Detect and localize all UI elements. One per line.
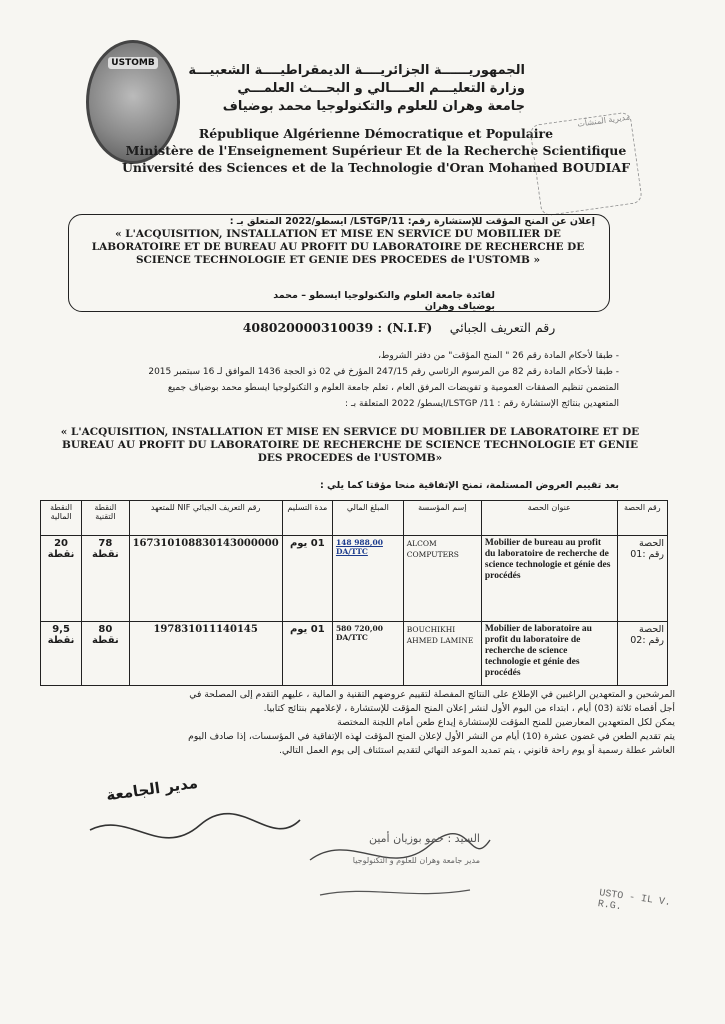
cell-delay: 01 يوم: [282, 536, 332, 622]
signature-scribble: [70, 800, 500, 910]
nif-value: 408020000310039 : (N.I.F): [242, 320, 433, 335]
announcement-fr-title: « L'ACQUISITION, INSTALLATION ET MISE EN SERVICE DU MOBILIER DE LABORATOIRE ET DE BUREAU AU PROFIT DU LABORATOIRE DE RECHERCHE DE SCIENCE TECHNOLOGIE ET GENIE DES PROCEDES de l'USTOMB »: [91, 228, 585, 266]
cell-supplier: ALCOM COMPUTERS: [403, 536, 481, 622]
header-note-fin: النقطة المالية: [41, 501, 82, 536]
paragraph-2: - طبقا لأحكام المادة رقم 82 من المرسوم الرئاسي رقم 247/15 المؤرخ في 02 ذو الحجة 1436 الموافق لـ 16 سبتمبر 2015: [148, 367, 619, 377]
signature-role: مدير جامعة وهران للعلوم و التكنولوجيا: [352, 856, 480, 865]
closing-text: [45, 688, 675, 758]
table-intro: بعد تقييم العروض المستلمة، تمنح الإتفاقية منحا مؤقتا كما يلي :: [319, 480, 619, 491]
reception-stamp: [529, 111, 643, 216]
closing-line-4: يتم تقديم الطعن في غضون عشرة (10) أيام من النشر الأول لإعلان المنح المؤقت لهذه الإتفاقية في المؤسسات، إذا صادف اليوم: [188, 731, 675, 742]
table-row: [41, 536, 668, 622]
cell-lot: الحصة رقم :01: [617, 536, 667, 622]
cell-note-tech: 80 نقطة: [82, 622, 129, 686]
corner-note: USTO - IL V. R.G.: [596, 888, 672, 914]
signature-title: مدير الجامعة: [105, 773, 199, 805]
nif-line: [234, 320, 564, 335]
signature-name: السيد : حمو بوزيان أمين: [368, 832, 480, 845]
body-fr-title: « L'ACQUISITION, INSTALLATION ET MISE EN SERVICE DU MOBILIER DE LABORATOIRE ET DE BUREAU AU PROFIT DU LABORATOIRE DE RECHERCHE DE SCIENCE TECHNOLOGIE ET GENIE DES PROCEDES de l'USTOMB»: [60, 426, 640, 464]
header-object: عنوان الحصة: [481, 501, 617, 536]
header-supplier: إسم المؤسسة: [403, 501, 481, 536]
cell-object: Mobilier de bureau au profit du laboratoire de recherche de science technologie et génie des procédés: [481, 536, 617, 622]
stamp-text: مديرية المنشآت: [576, 112, 631, 129]
header-fr-line3: Université des Sciences et de la Technologie d'Oran Mohamed BOUDIAF: [121, 160, 631, 175]
cell-note-fin: 9,5 نقطة: [41, 622, 82, 686]
cell-amount: 580 720,00 DA/TTC: [332, 622, 403, 686]
header-fr-line2: Ministère de l'Enseignement Supérieur Et de la Recherche Scientifique: [125, 143, 627, 158]
header-ar-line2: وزارة التعليـــم العــــالي و البحـــث العلمـــي: [237, 81, 525, 96]
table-header-row: [41, 501, 668, 536]
cell-object: Mobilier de laboratoire au profit du laboratoire de recherche de science technologie et génie des procédés: [481, 622, 617, 686]
cell-nif: 197831011140145: [129, 622, 282, 686]
header-ar-line3: جامعة وهران للعلوم والتكنولوجيا محمد بوضياف: [222, 99, 525, 114]
paragraph-3: المتضمن تنظيم الصفقات العمومية و تفويضات المرفق العام ، تعلم جامعة العلوم و التكنولوجيا ايسطو محمد بوضياف جميع: [167, 383, 619, 393]
header-nif: رقم التعريف الجبائي NIF للمتعهد: [129, 501, 282, 536]
header-delay: مدة التسليم: [282, 501, 332, 536]
cell-supplier: BOUCHIKHI AHMED LAMINE: [403, 622, 481, 686]
cell-delay: 01 يوم: [282, 622, 332, 686]
header-fr-line1: République Algérienne Démocratique et Populaire: [198, 126, 554, 141]
header-lot: رقم الحصة: [617, 501, 667, 536]
cell-note-fin: 20 نقطة: [41, 536, 82, 622]
header-amount: المبلغ المالي: [332, 501, 403, 536]
seal-text: USTOMB: [108, 57, 157, 69]
nif-label: رقم التعريف الجبائي: [449, 320, 556, 335]
announcement-ar-subtitle: لفائدة جامعة العلوم والتكنولوجيا ايسطو – محمد بوضياف وهران: [273, 290, 495, 312]
table-row: [41, 622, 668, 686]
closing-line-2: أجل أقصاه ثلاثة (03) أيام ، ابتداء من اليوم الأول لنشر إعلان المنح المؤقت للإستشارة ، لإعلامهم بنتائج كتابيا.: [263, 703, 675, 714]
cell-nif: 167310108830143000000: [129, 536, 282, 622]
header-ar-line1: الجمهوريــــــة الجزائريــــة الديمقراطيــــة الشعبيـــة: [188, 63, 525, 78]
paragraph-1: - طبقا لأحكام المادة رقم 26 " المنح المؤقت" من دفتر الشروط،: [378, 351, 619, 361]
header-note-tech: النقطة التقنية: [82, 501, 129, 536]
closing-line-5: العاشر عطلة رسمية أو يوم راحة قانوني ، يتم تمديد الموعد النهائي لتقديم استئناف إلى يوم العمل التالي.: [279, 745, 675, 756]
cell-note-tech: 78 نقطة: [82, 536, 129, 622]
closing-line-3: يمكن لكل المتعهدين المعارضين للمنح المؤقت للإستشارة إيداع طعن أمام اللجنة المختصة: [337, 717, 675, 728]
paragraph-4: المتعهدين بنتائج الإستشارة رقم : LSTGP /11/ايسطو/ 2022 المتعلقة بـ :: [345, 399, 619, 409]
cell-amount: 148 988,00 DA/TTC: [332, 536, 403, 622]
cell-lot: الحصة رقم :02: [617, 622, 667, 686]
results-table: [40, 500, 668, 686]
announcement-ar-title: إعلان عن المنح المؤقت للإستشارة رقم: LSTGP/11/ ايسطو/2022 المتعلق بـ :: [229, 216, 595, 227]
closing-line-1: المرشحين و المتعهدين الراغبين في الإطلاع على النتائج المفصلة لتقييم عروضهم التقنية و المالية ، عليهم التقدم إلى المصلحة في: [189, 689, 675, 700]
